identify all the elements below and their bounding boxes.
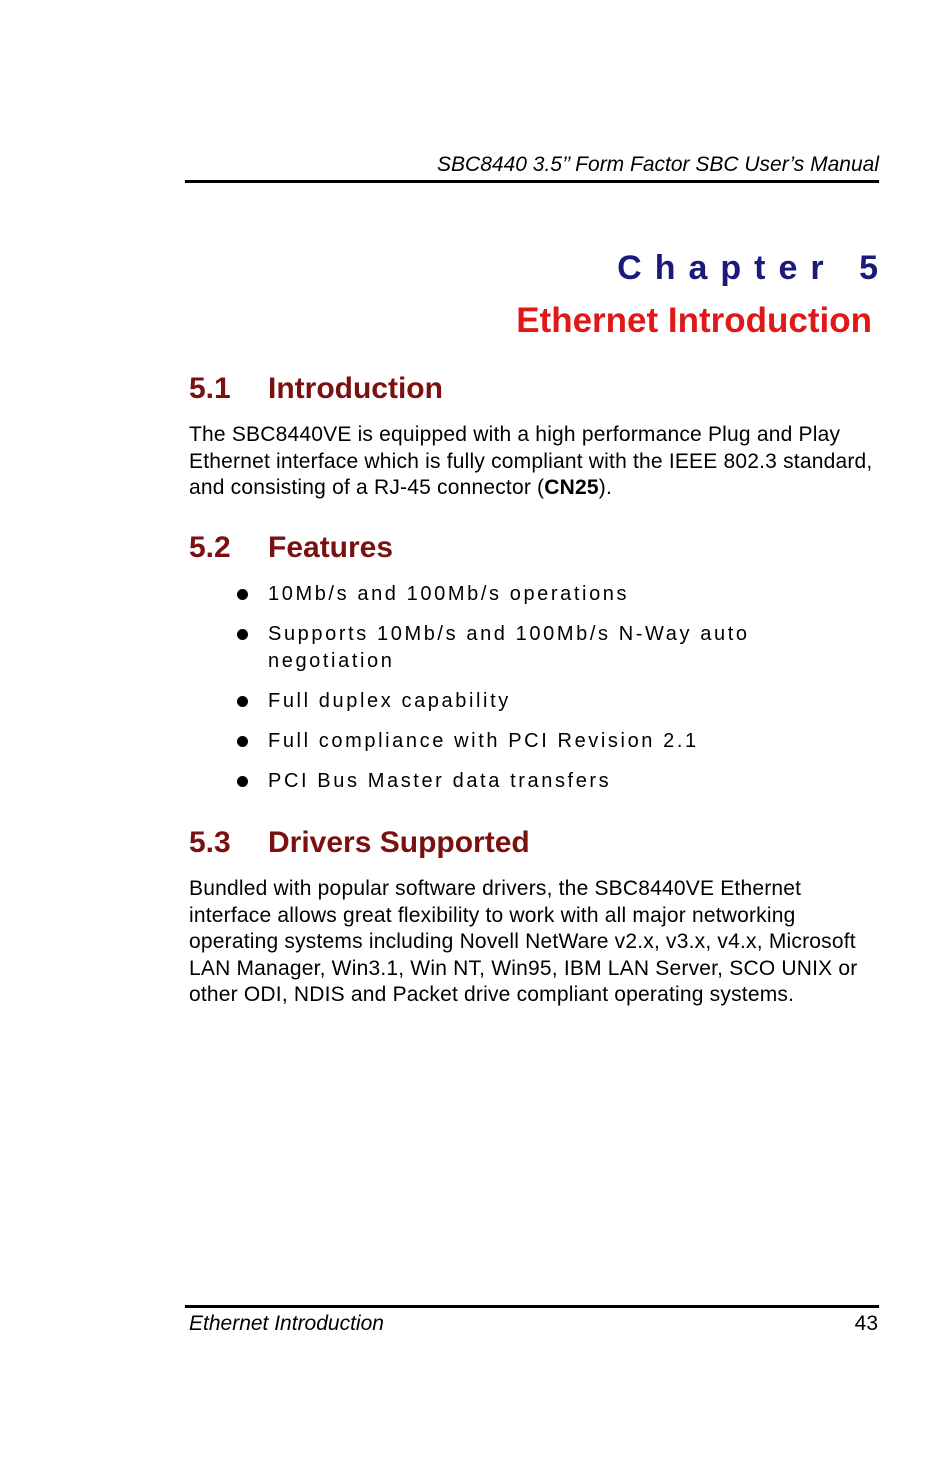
footer-rule bbox=[185, 1305, 879, 1308]
section-number: 5.2 bbox=[189, 531, 231, 564]
page-number: 43 bbox=[854, 1312, 878, 1335]
footer-title: Ethernet Introduction bbox=[189, 1312, 384, 1335]
drivers-paragraph: Bundled with popular software drivers, the SBC8440VE Ethernet interface allows great flexibility to work with all major networking operating systems including Novell NetWare v2.x, v3.x, v4.x, Microsoft LAN Manager, Win3.1, Win NT, Win95, IBM LAN Server, SCO UNIX or other ODI, NDIS and Packet drive compliant operating systems. bbox=[189, 877, 858, 1006]
feature-text: Full compliance with PCI Revision 2.1 bbox=[268, 730, 699, 752]
list-item bbox=[233, 768, 833, 795]
bullet-icon bbox=[237, 629, 248, 640]
bullet-icon bbox=[237, 776, 248, 787]
header-rule bbox=[185, 180, 879, 183]
introduction-paragraph bbox=[189, 422, 889, 502]
paragraph-text-end: ). bbox=[598, 476, 612, 499]
list-item bbox=[233, 581, 833, 608]
section-heading-features bbox=[189, 530, 393, 566]
bullet-icon bbox=[237, 696, 248, 707]
running-header: SBC8440 3.5’’ Form Factor SBC User’s Manual bbox=[437, 153, 879, 176]
section-heading-introduction bbox=[189, 371, 443, 407]
section-title: Features bbox=[268, 531, 394, 564]
list-item bbox=[233, 621, 833, 675]
feature-list bbox=[233, 581, 833, 808]
feature-text: 10Mb/s and 100Mb/s operations bbox=[268, 583, 630, 605]
chapter-title: Ethernet Introduction bbox=[516, 301, 872, 340]
feature-text: Full duplex capability bbox=[268, 690, 511, 712]
section-title: Drivers Supported bbox=[268, 826, 530, 859]
feature-text: Supports 10Mb/s and 100Mb/s N-Way auto negotiation bbox=[268, 623, 750, 672]
connector-label: CN25 bbox=[544, 476, 599, 499]
bullet-icon bbox=[237, 736, 248, 747]
section-heading-drivers-supported bbox=[189, 825, 530, 861]
list-item bbox=[233, 728, 833, 755]
section-number: 5.1 bbox=[189, 372, 231, 405]
bullet-icon bbox=[237, 589, 248, 600]
list-item bbox=[233, 688, 833, 715]
feature-text: PCI Bus Master data transfers bbox=[268, 770, 612, 792]
paragraph-text: The SBC8440VE is equipped with a high performance Plug and Play Ethernet interface which is fully compliant with the IEEE 802.3 standard, and consisting of a RJ-45 connector ( bbox=[189, 423, 873, 499]
section-title: Introduction bbox=[268, 372, 443, 405]
chapter-label: Chapter 5 bbox=[617, 249, 891, 287]
section-number: 5.3 bbox=[189, 826, 231, 859]
